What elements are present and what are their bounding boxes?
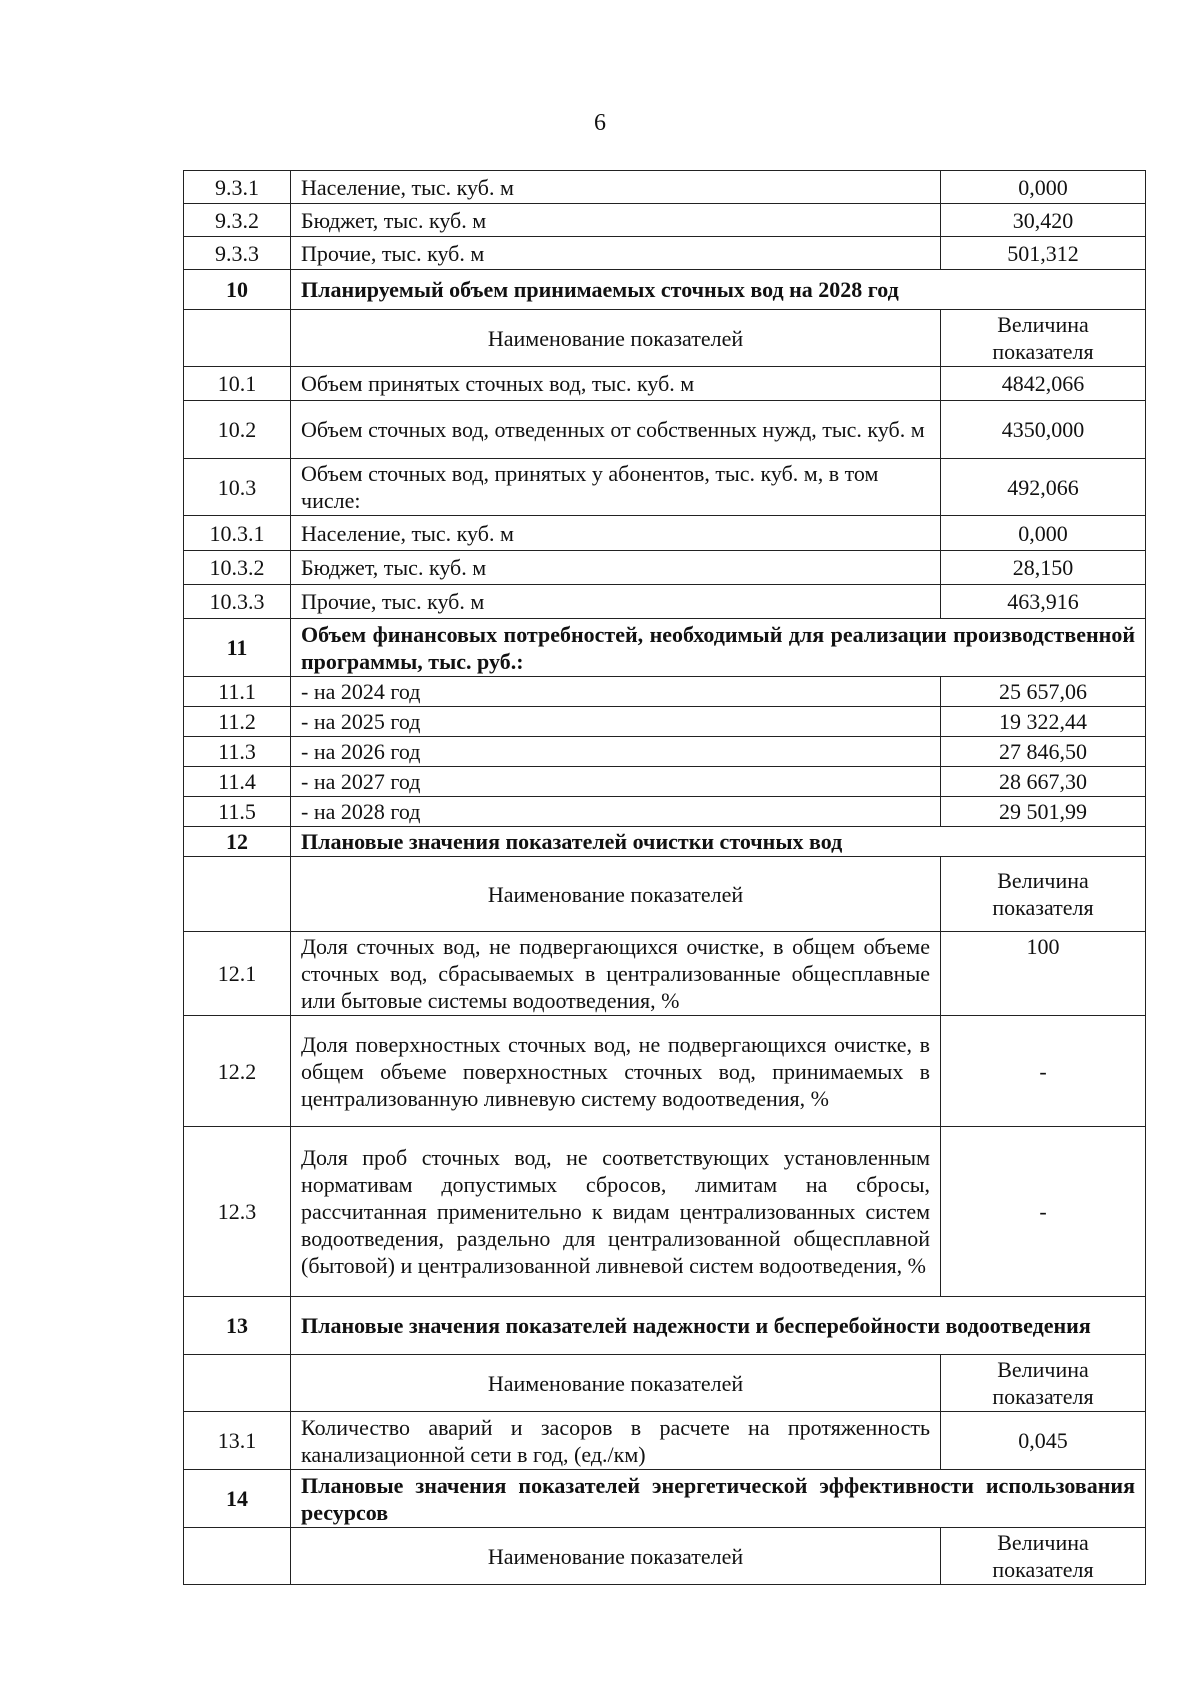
indicators-table — [183, 170, 1146, 1585]
table-row — [184, 204, 1146, 237]
table-row — [184, 367, 1146, 401]
row-value: 0,000 — [941, 516, 1146, 551]
row-value: 19 322,44 — [941, 707, 1146, 737]
table-row — [184, 677, 1146, 707]
table-row — [184, 401, 1146, 459]
table-row — [184, 237, 1146, 270]
row-label: Объем сточных вод, отведенных от собственных нужд, тыс. куб. м — [291, 401, 941, 459]
section-title: Плановые значения показателей надежности и бесперебойности водоотведения — [291, 1297, 1146, 1355]
row-number: 11.5 — [184, 797, 291, 827]
column-header-value: Величина показателя — [941, 1355, 1146, 1412]
row-value: 25 657,06 — [941, 677, 1146, 707]
row-value: 30,420 — [941, 204, 1146, 237]
column-header-value: Величина показателя — [941, 1528, 1146, 1585]
table-row — [184, 459, 1146, 516]
header-row — [184, 857, 1146, 932]
column-header-value: Величина показателя — [941, 310, 1146, 367]
section-row — [184, 827, 1146, 857]
row-label: Население, тыс. куб. м — [291, 171, 941, 204]
table-row — [184, 767, 1146, 797]
row-number: 9.3.3 — [184, 237, 291, 270]
row-value: 100 — [941, 932, 1146, 1016]
table-row — [184, 551, 1146, 585]
section-title: Планируемый объем принимаемых сточных вод на 2028 год — [291, 270, 1146, 310]
row-label: Доля проб сточных вод, не соответствующих установленным нормативам допустимых сбросов, лимитам на сбросы, рассчитанная применительно к видам централизованных систем водоотведения, раздельно для централизованной общесплавной (бытовой) и централизованной ливневой систем водоотведения, % — [291, 1127, 941, 1297]
column-header-name: Наименование показателей — [291, 310, 941, 367]
row-number: 11.4 — [184, 767, 291, 797]
row-value: 28,150 — [941, 551, 1146, 585]
table-row — [184, 797, 1146, 827]
table-row — [184, 932, 1146, 1016]
row-label: Население, тыс. куб. м — [291, 516, 941, 551]
row-value: 4842,066 — [941, 367, 1146, 401]
row-label: Объем принятых сточных вод, тыс. куб. м — [291, 367, 941, 401]
empty-cell — [184, 1528, 291, 1585]
empty-cell — [184, 310, 291, 367]
section-number: 13 — [184, 1297, 291, 1355]
section-number: 12 — [184, 827, 291, 857]
row-number: 9.3.1 — [184, 171, 291, 204]
row-label: Доля сточных вод, не подвергающихся очистке, в общем объеме сточных вод, сбрасываемых в централизованные общесплавные или бытовые системы водоотведения, % — [291, 932, 941, 1016]
section-row — [184, 270, 1146, 310]
table-row — [184, 707, 1146, 737]
row-label: Доля поверхностных сточных вод, не подвергающихся очистке, в общем объеме поверхностных сточных вод, принимаемых в централизованную ливневую систему водоотведения, % — [291, 1016, 941, 1127]
row-number: 10.3.3 — [184, 585, 291, 619]
row-number: 11.3 — [184, 737, 291, 767]
row-number: 10.3 — [184, 459, 291, 516]
row-value: - — [941, 1016, 1146, 1127]
row-number: 12.1 — [184, 932, 291, 1016]
table-row — [184, 737, 1146, 767]
column-header-value: Величина показателя — [941, 857, 1146, 932]
row-label: Объем сточных вод, принятых у абонентов, тыс. куб. м, в том числе: — [291, 459, 941, 516]
row-label: Прочие, тыс. куб. м — [291, 585, 941, 619]
section-number: 10 — [184, 270, 291, 310]
row-label: - на 2028 год — [291, 797, 941, 827]
table-row — [184, 171, 1146, 204]
column-header-name: Наименование показателей — [291, 1355, 941, 1412]
row-number: 13.1 — [184, 1412, 291, 1470]
row-number: 12.2 — [184, 1016, 291, 1127]
indicators-table-body — [184, 171, 1146, 1585]
empty-cell — [184, 857, 291, 932]
table-row — [184, 1412, 1146, 1470]
empty-cell — [184, 1355, 291, 1412]
section-title: Плановые значения показателей очистки сточных вод — [291, 827, 1146, 857]
page-number: 6 — [594, 110, 606, 136]
row-number: 10.3.2 — [184, 551, 291, 585]
row-value: 501,312 — [941, 237, 1146, 270]
row-label: - на 2027 год — [291, 767, 941, 797]
row-label: - на 2024 год — [291, 677, 941, 707]
row-number: 10.3.1 — [184, 516, 291, 551]
row-label: Бюджет, тыс. куб. м — [291, 204, 941, 237]
section-row — [184, 619, 1146, 677]
row-value: 0,000 — [941, 171, 1146, 204]
header-row — [184, 310, 1146, 367]
row-number: 9.3.2 — [184, 204, 291, 237]
section-title: Плановые значения показателей энергетической эффективности использования ресурсов — [291, 1470, 1146, 1528]
column-header-name: Наименование показателей — [291, 1528, 941, 1585]
table-row — [184, 516, 1146, 551]
row-value: 463,916 — [941, 585, 1146, 619]
section-number: 14 — [184, 1470, 291, 1528]
header-row — [184, 1355, 1146, 1412]
row-value: 28 667,30 — [941, 767, 1146, 797]
table-row — [184, 585, 1146, 619]
table-row — [184, 1127, 1146, 1297]
row-value: 492,066 — [941, 459, 1146, 516]
row-label: Бюджет, тыс. куб. м — [291, 551, 941, 585]
section-row — [184, 1470, 1146, 1528]
section-number: 11 — [184, 619, 291, 677]
section-title: Объем финансовых потребностей, необходимый для реализации производственной программы, тыс. руб.: — [291, 619, 1146, 677]
column-header-name: Наименование показателей — [291, 857, 941, 932]
row-number: 11.2 — [184, 707, 291, 737]
table-row — [184, 1016, 1146, 1127]
header-row — [184, 1528, 1146, 1585]
row-value: 29 501,99 — [941, 797, 1146, 827]
row-number: 12.3 — [184, 1127, 291, 1297]
row-value: 27 846,50 — [941, 737, 1146, 767]
row-number: 11.1 — [184, 677, 291, 707]
row-value: - — [941, 1127, 1146, 1297]
row-label: Количество аварий и засоров в расчете на протяженность канализационной сети в год, (ед./км) — [291, 1412, 941, 1470]
row-label: Прочие, тыс. куб. м — [291, 237, 941, 270]
row-label: - на 2026 год — [291, 737, 941, 767]
section-row — [184, 1297, 1146, 1355]
row-value: 0,045 — [941, 1412, 1146, 1470]
row-number: 10.1 — [184, 367, 291, 401]
row-label: - на 2025 год — [291, 707, 941, 737]
row-number: 10.2 — [184, 401, 291, 459]
row-value: 4350,000 — [941, 401, 1146, 459]
